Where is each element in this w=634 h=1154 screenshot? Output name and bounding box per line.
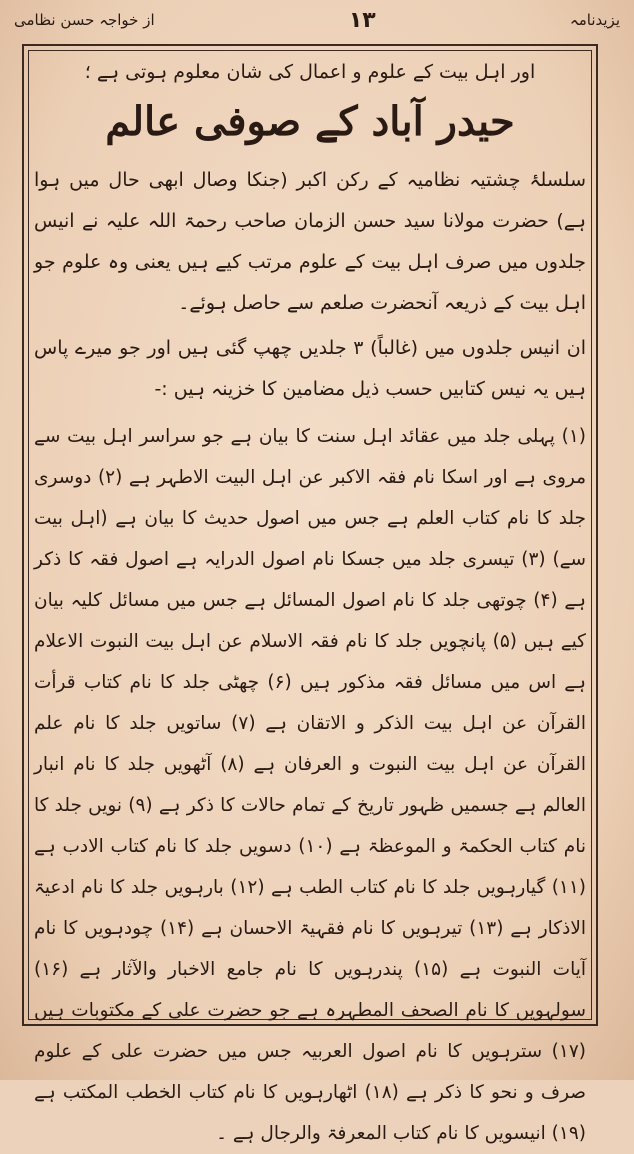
running-title: یزیدنامہ (569, 11, 620, 29)
section-title: حیدر آباد کے صوفی عالم (105, 98, 515, 145)
paragraph-2: ان انیس جلدوں میں (غالباً) ۳ جلدیں چھپ گئی ہیں اور جو میرے پاس ہیں یہ نیس کتابیں حسب ذیل مضامین کا خزینہ ہیں :- (34, 337, 586, 400)
page-body (34, 58, 586, 1154)
running-author: از خواجہ حسن نظامی (14, 11, 155, 29)
page-number: ۱۳ (348, 7, 376, 33)
volume-list-paragraph: (۱) پہلی جلد میں عقائد اہل سنت کا بیان ہے جو سراسر اہل بیت سے مروی ہے اور اسکا نام فقہ الاکبر عن اہل البیت الاطہر ہے (۲) دوسری جلد کا نام کتاب العلم ہے جس میں اصول حدیث کا بیان ہے (اہل بیت سے) (۳) تیسری جلد میں جسکا نام اصول الدرایہ ہے اصول فقہ کا ذکر ہے (۴) چوتھی جلد کا نام اصول المسائل ہے جس میں مسائل کلیہ بیان کیے ہیں (۵) پانچویں جلد کا نام فقہ الاسلام عن اہل بیت النبوت الاعلام ہے اس میں مسائل فقہ مذکور ہیں (۶) چھٹی جلد کا نام کتاب قرأت القرآن عن اہل بیت الذکر و الاتقان ہے (۷) ساتویں جلد کا نام علم القرآن عن اہل بیت النبوت و العرفان ہے (۸) آٹھویں جلد کا نام انبار العالم ہے جسمیں ظہور تاریخ کے تمام حالات کا ذکر ہے (۹) نویں جلد کا نام کتاب الحکمۃ و الموعظۃ ہے (۱۰) دسویں جلد کا نام کتاب الادب ہے (۱۱) گیارہویں جلد کا نام کتاب الطب ہے (۱۲) بارہویں جلد کا نام ادعیۃ الاذکار ہے (۱۳) تیرہویں کا نام فقہیۃ الاحسان ہے (۱۴) چودہویں کا نام آیات النبوت ہے (۱۵) پندرہویں کا نام جامع الاخبار والآثار ہے (۱۶) سولہویں کا نام الصحف المطہرہ ہے جو حضرت علی کے مکتوبات ہیں (۱۷) سترہویں کا نام اصول العربیہ جس میں حضرت علی کے علوم صرف و نحو کا ذکر ہے (۱۸) اٹھارہویں کا نام کتاب الخطب المکتب ہے (۱۹) انیسویں کا نام کتاب المعرفۃ والرجال ہے ۔ (34, 426, 587, 1144)
intro-line: اور اہل بیت کے علوم و اعمال کی شان معلوم ہوتی ہے ؛ (84, 61, 536, 83)
page-header (14, 4, 620, 36)
paragraph-1: سلسلۂ چشتیہ نظامیہ کے رکن اکبر (جنکا وصال ابھی حال میں ہوا ہے) حضرت مولانا سید حسن الزمان صاحب رحمۃ اللہ علیہ نے انیس جلدوں میں صرف اہل بیت کے علوم مرتب کیے ہیں یعنی وہ علوم جو اہل بیت کے ذریعہ آنحضرت صلعم سے حاصل ہوئے۔ (34, 169, 586, 314)
